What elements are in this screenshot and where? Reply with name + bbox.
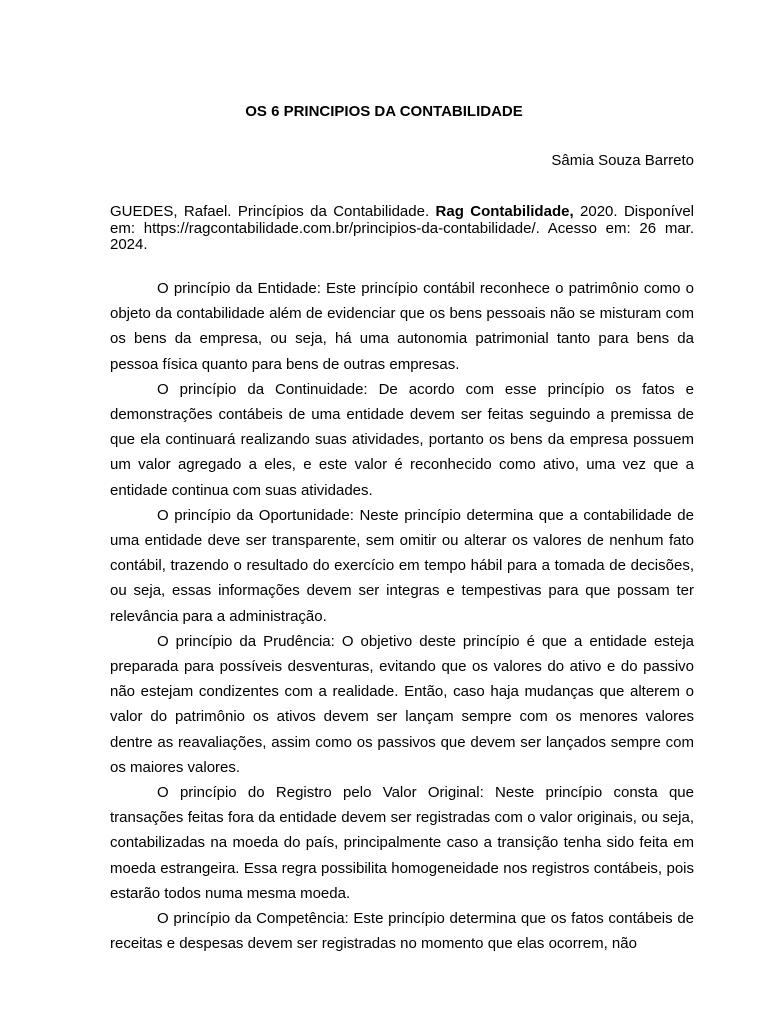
reference-suffix: 2020. Disponível em: https://ragcontabilidade.com.br/principios-da-contabilidade/. Acesso em: 26 mar. 2024. bbox=[110, 203, 695, 253]
paragraph-registro-valor-original: O princípio do Registro pelo Valor Original: Neste princípio consta que transações feitas fora da entidade devem ser registradas com o valor originais, ou seja, contabilizadas na moeda do país, principalmente caso a transição tenha sido feita em moeda estrangeira. Essa regra possibilita homogeneidade nos registros contábeis, pois estarão todos numa mesma moeda. bbox=[110, 784, 694, 902]
paragraph-oportunidade: O princípio da Oportunidade: Neste princípio determina que a contabilidade de uma entidade deve ser transparente, sem omitir ou alterar os valores de nenhum fato contábil, trazendo o resultado do exercício em tempo hábil para a tomada de decisões, ou seja, essas informações devem ser integras e tempestivas para que possam ter relevância para a administração. bbox=[110, 506, 694, 625]
body-text bbox=[110, 276, 694, 956]
bibliographic-reference bbox=[110, 204, 694, 254]
paragraph-prudencia: O princípio da Prudência: O objetivo deste princípio é que a entidade esteja preparada para possíveis desventuras, evitando que os valores do ativo e do passivo não estejam condizentes com a realidade. Então, caso haja mudanças que alterem o valor do patrimônio os ativos devem ser lançam sempre com os menores valores dentre as reavaliações, assim como os passivos que devem ser lançados sempre com os maiores valores. bbox=[110, 632, 694, 776]
paragraph-entidade: O princípio da Entidade: Este princípio contábil reconhece o patrimônio como o objeto da contabilidade além de evidenciar que os bens pessoais não se misturam com os bens da empresa, ou seja, há uma autonomia patrimonial tanto para bens da pessoa física quanto para bens de outras empresas. bbox=[110, 280, 694, 373]
reference-prefix: GUEDES, Rafael. Princípios da Contabilidade. bbox=[110, 203, 436, 220]
paragraph-continuidade: O princípio da Continuidade: De acordo com esse princípio os fatos e demonstrações contábeis de uma entidade devem ser feitas seguindo a premissa de que ela continuará realizando suas atividades, portanto os bens da empresa possuem um valor agregado a eles, e este valor é reconhecido como ativo, uma vez que a entidade continua com suas atividades. bbox=[110, 380, 694, 499]
reference-source: Rag Contabilidade, bbox=[435, 203, 574, 220]
document-title: OS 6 PRINCIPIOS DA CONTABILIDADE bbox=[245, 103, 523, 120]
paragraph-competencia: O princípio da Competência: Este princípio determina que os fatos contábeis de receitas e despesas devem ser registradas no momento que elas ocorrem, não bbox=[110, 910, 694, 953]
author-name: Sâmia Souza Barreto bbox=[551, 152, 694, 169]
